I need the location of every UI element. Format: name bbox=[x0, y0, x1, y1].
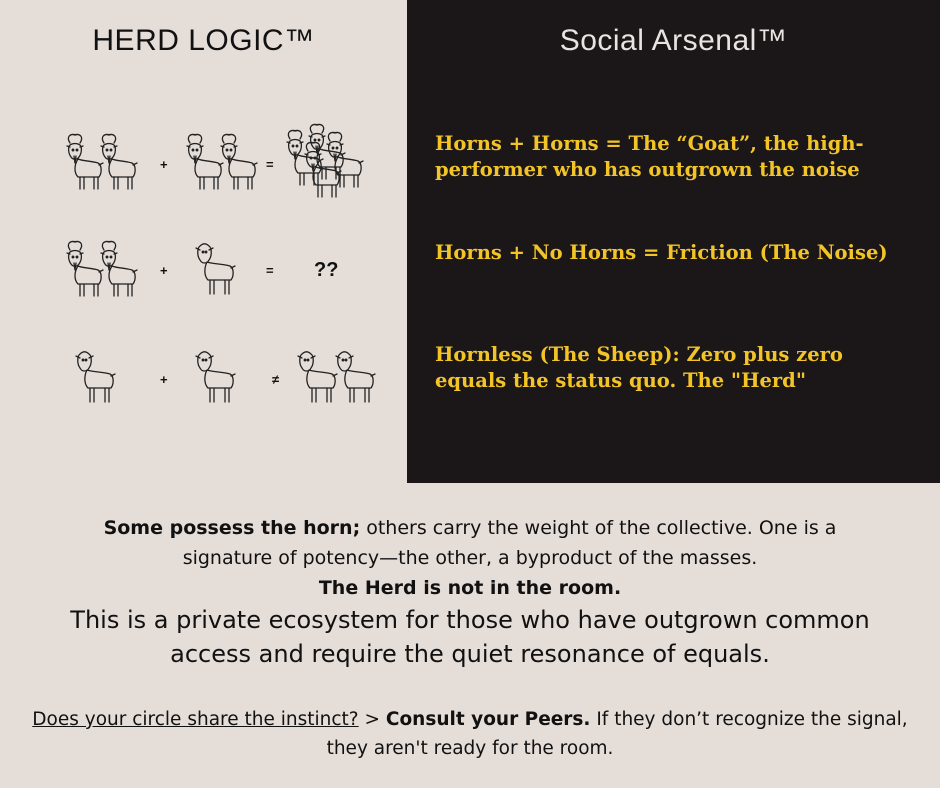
intro-paragraph bbox=[0, 513, 940, 603]
consult-peers: Consult your Peers. bbox=[385, 709, 591, 730]
horned-goat-icon bbox=[62, 236, 148, 300]
ecosystem-paragraph: This is a private ecosystem for those who have outgrown common access and require the quiet resonance of equals. bbox=[70, 606, 870, 668]
cta-separator: > bbox=[358, 709, 386, 730]
horned-goat-icon bbox=[182, 129, 268, 193]
herd-logic-title: HERD LOGIC™ bbox=[92, 24, 315, 57]
intro-text: others carry the weight of the collective. One is a signature of potency—the other, a byproduct of the masses. bbox=[182, 517, 837, 569]
plus-operator: + bbox=[160, 157, 168, 172]
horned-goat-icon bbox=[62, 129, 148, 193]
cta-text: If they don’t recognize the signal, they aren't ready for the room. bbox=[326, 709, 908, 759]
herd-statement: The Herd is not in the room. bbox=[318, 577, 622, 599]
equation-row-3 bbox=[0, 340, 407, 420]
rule-hornless: Hornless (The Sheep): Zero plus zero equals the status quo. The "Herd" bbox=[435, 343, 843, 392]
rule-horns-horns: Horns + Horns = The “Goat”, the high-performer who has outgrown the noise bbox=[435, 132, 864, 181]
hornless-sheep-icon bbox=[70, 344, 124, 408]
equals-operator: = bbox=[266, 157, 274, 172]
unknown-result: ?? bbox=[314, 259, 339, 281]
hornless-sheep-icon bbox=[190, 344, 244, 408]
rule-horns-no-horns: Horns + No Horns = Friction (The Noise) bbox=[435, 241, 888, 264]
equation-row-2 bbox=[0, 232, 407, 312]
equation-row-1 bbox=[0, 125, 407, 205]
plus-operator: + bbox=[160, 372, 168, 387]
equals-operator: = bbox=[266, 263, 274, 278]
intro-bold: Some possess the horn; bbox=[103, 517, 361, 539]
cta-paragraph bbox=[0, 705, 940, 763]
instinct-link[interactable]: Does your circle share the instinct? bbox=[32, 709, 359, 730]
horned-goat-icon bbox=[282, 123, 366, 203]
plus-operator: + bbox=[160, 263, 168, 278]
hornless-sheep-icon bbox=[292, 344, 382, 408]
not-equal-operator: ≠ bbox=[272, 372, 280, 387]
hornless-sheep-icon bbox=[190, 236, 244, 300]
social-arsenal-title: Social Arsenal™ bbox=[559, 24, 788, 57]
